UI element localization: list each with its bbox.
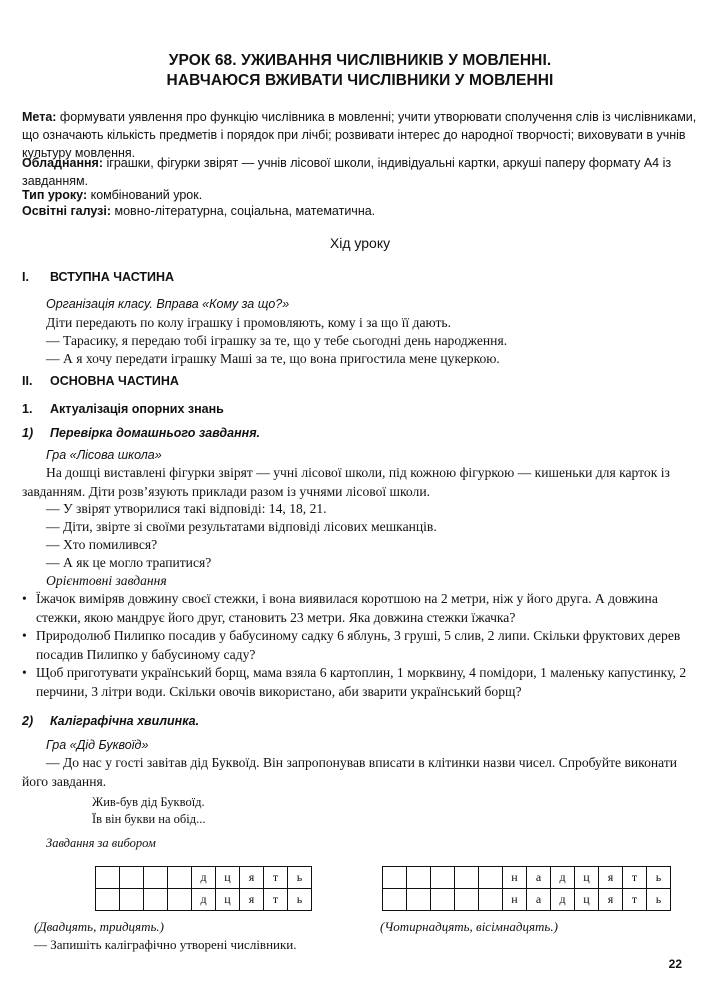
- grid-cell: [431, 889, 455, 911]
- grid-cell: т: [623, 889, 647, 911]
- item1-title: Перевірка домашнього завдання.: [50, 426, 261, 440]
- dialog-line4: — А як це могло трапитися?: [46, 555, 212, 570]
- grid-cell: я: [240, 867, 264, 889]
- grid-row: [383, 867, 671, 889]
- grid-cell: ц: [575, 867, 599, 889]
- grid-cell: д: [192, 889, 216, 911]
- section1-number: I.: [22, 270, 29, 284]
- equipment-label: Обладнання:: [22, 156, 104, 170]
- grid-cell: [407, 867, 431, 889]
- section1-line2: — Тарасику, я передаю тобі іграшку за те, що у тебе сьогодні день народження.: [46, 333, 508, 348]
- grid-cell: т: [264, 867, 288, 889]
- grid-cell: н: [503, 889, 527, 911]
- task-item: • Щоб приготувати український борщ, мама взяла 6 картоплин, 1 морквину, 4 помідори, 1 маленьку капустинку, 2 перчини, 3 літри води. Скільки овочів використано, аби зварити український борщ?: [22, 664, 694, 701]
- dialog-line3: — Хто помилився?: [46, 537, 158, 552]
- game1-text: На дошці виставлені фігурки звірят — учні лісової школи, під кожною фігуркою — кишеньки для карток із завданням. Діти розв’язують приклади разом із учнями лісової школи.: [22, 465, 670, 499]
- areas-text: мовно-літературна, соціальна, математична.: [114, 204, 376, 218]
- grid-cell: д: [551, 889, 575, 911]
- grid-cell: [383, 867, 407, 889]
- grid-cell: а: [527, 889, 551, 911]
- choice-label: Завдання за вибором: [46, 836, 156, 850]
- poem-line1: Жив-був дід Буквоїд.: [92, 795, 205, 809]
- equipment-text: іграшки, фігурки звірят — учнів лісової школи, індивідуальні картки, аркуші паперу формату А4 із завданням.: [22, 156, 672, 188]
- letter-grid-right: [382, 866, 671, 911]
- grid-cell: т: [623, 867, 647, 889]
- grid-cell: [431, 867, 455, 889]
- grid-cell: [383, 889, 407, 911]
- grid-cell: ь: [288, 867, 312, 889]
- grid-cell: [144, 889, 168, 911]
- grid-cell: ц: [216, 867, 240, 889]
- task-item: • Їжачок виміряв довжину своєї стежки, і вона виявилася коротшою на 2 метри, ніж у його друга. А довжина стежки, якою мандрує його друг, становить 23 метри. Яка довжина стежки їжачка?: [22, 590, 694, 627]
- grid-cell: [144, 867, 168, 889]
- section2-heading: [22, 374, 179, 388]
- section2-title: ОСНОВНА ЧАСТИНА: [50, 374, 179, 388]
- section1-heading: [22, 270, 174, 284]
- grid-cell: [96, 889, 120, 911]
- grid-cell: я: [599, 889, 623, 911]
- item1-heading: [22, 426, 260, 440]
- grid-cell: ь: [647, 867, 671, 889]
- grid-cell: н: [503, 867, 527, 889]
- answer-left: (Двадцять, тридцять.): [34, 919, 164, 934]
- grid-cell: [120, 867, 144, 889]
- type-label: Тип уроку:: [22, 188, 88, 202]
- lesson-areas: [22, 202, 702, 220]
- letter-grid-left: [95, 866, 312, 911]
- task-item: • Природолюб Пилипко посадив у бабусиному садку 6 яблунь, 3 груші, 5 слив, 2 липи. Скільки фруктових дерев посадив Пилипко у бабусиному саду?: [22, 627, 694, 664]
- game2-title: Гра «Дід Буквоїд»: [46, 738, 149, 752]
- answer-right: (Чотирнадцять, вісімнадцять.): [380, 919, 558, 934]
- item2-heading: [22, 714, 199, 728]
- section1-line1: Діти передають по колу іграшку і промовляють, кому і за що її дають.: [46, 315, 452, 330]
- section1-line3: — А я хочу передати іграшку Маші за те, що вона пригостила мене цукеркою.: [46, 351, 500, 366]
- subsection1-heading: [22, 402, 224, 416]
- lesson-equipment: [22, 154, 702, 190]
- grid-row: [96, 867, 312, 889]
- grid-cell: я: [240, 889, 264, 911]
- section1-title: ВСТУПНА ЧАСТИНА: [50, 270, 175, 284]
- final-instruction: — Запишіть каліграфічно утворені числівники.: [34, 937, 297, 952]
- grid-cell: а: [527, 867, 551, 889]
- grid-cell: [168, 889, 192, 911]
- section2-number: II.: [22, 374, 33, 388]
- grid-cell: ц: [216, 889, 240, 911]
- item1-number: 1): [22, 426, 34, 440]
- grid-cell: [168, 867, 192, 889]
- game1-title: Гра «Лісова школа»: [46, 448, 162, 462]
- areas-label: Освітні галузі:: [22, 204, 112, 218]
- org-title: Організація класу. Вправа «Кому за що?»: [46, 297, 290, 311]
- subsection1-title: Актуалізація опорних знань: [50, 402, 224, 416]
- course-heading: Хід уроку: [329, 235, 391, 251]
- grid-row: [383, 889, 671, 911]
- lesson-title-line1: УРОК 68. УЖИВАННЯ ЧИСЛІВНИКІВ У МОВЛЕННІ.: [168, 52, 552, 69]
- grid-cell: [120, 889, 144, 911]
- grid-cell: ь: [647, 889, 671, 911]
- grid-cell: [455, 889, 479, 911]
- poem-line2: Їв він букви на обід...: [92, 812, 206, 826]
- goal-text: формувати уявлення про функцію числівника в мовленні; учити утворювати сполучення слів із числівниками, що означають кількість предметів і порядок при лічбі; розвивати інтерес до народної творчості; виховувати в учнів культуру мовлення.: [22, 110, 697, 160]
- grid-cell: ц: [575, 889, 599, 911]
- item2-number: 2): [22, 714, 34, 728]
- grid-cell: ь: [288, 889, 312, 911]
- lesson-title-line2: НАВЧАЮСЯ ВЖИВАТИ ЧИСЛІВНИКИ У МОВЛЕННІ: [166, 72, 554, 89]
- grid-cell: [479, 867, 503, 889]
- grid-cell: д: [192, 867, 216, 889]
- grid-row: [96, 889, 312, 911]
- grid-cell: д: [551, 867, 575, 889]
- grid-cell: т: [264, 889, 288, 911]
- dialog-line1: — У звірят утворилися такі відповіді: 14, 18, 21.: [46, 501, 327, 516]
- game2-text: — До нас у гості завітав дід Буквоїд. Він запропонував вписати в клітинки назви чисел. Спробуйте виконати його завдання.: [22, 755, 678, 789]
- item2-title: Каліграфічна хвилинка.: [50, 714, 200, 728]
- grid-cell: я: [599, 867, 623, 889]
- page-number: 22: [668, 957, 682, 971]
- dialog-line2: — Діти, звірте зі своїми результатами відповіді лісових мешканців.: [46, 519, 437, 534]
- tasks-label: Орієнтовні завдання: [46, 573, 167, 588]
- goal-label: Мета:: [22, 110, 57, 124]
- grid-cell: [96, 867, 120, 889]
- grid-cell: [455, 867, 479, 889]
- grid-cell: [407, 889, 431, 911]
- subsection1-number: 1.: [22, 402, 33, 416]
- type-text: комбінований урок.: [90, 188, 203, 202]
- grid-cell: [479, 889, 503, 911]
